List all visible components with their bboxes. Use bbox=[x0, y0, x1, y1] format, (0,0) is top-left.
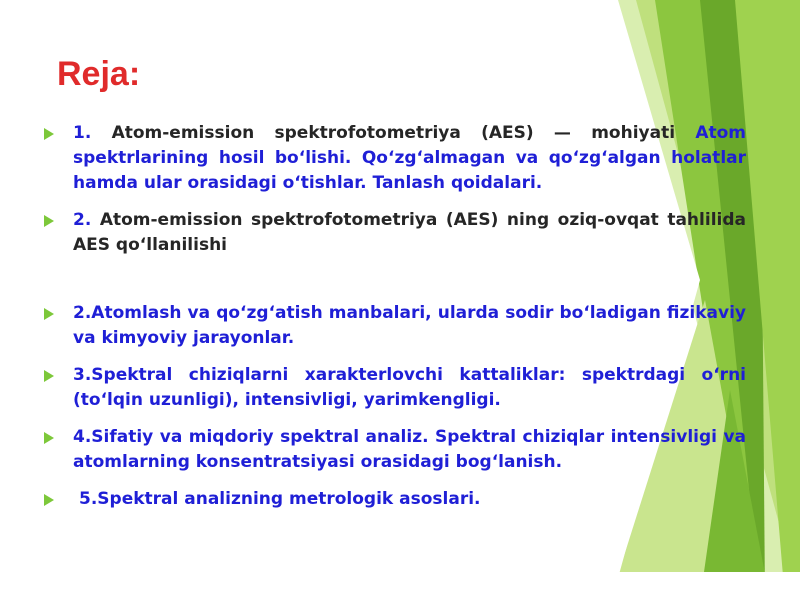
plan-list bbox=[44, 121, 746, 524]
plan-item-6 bbox=[44, 487, 746, 512]
bullet-arrow-icon bbox=[44, 128, 54, 140]
white-corner-tab bbox=[612, 572, 800, 600]
bullet-arrow-icon bbox=[44, 432, 54, 444]
plan-item-5 bbox=[44, 425, 746, 475]
plan-item-2-text: Atom-emission spektrofotometriya (AES) ning oziq-ovqat tahlilida AES qo‘llanilishi bbox=[73, 210, 746, 255]
plan-item-3-text: 2.Atomlash va qo‘zg‘atish manbalari, ularda sodir bo‘ladigan fizikaviy va kimyoviy jarayonlar. bbox=[73, 303, 746, 348]
plan-item-1-text-a: Atom-emission spektrofotometriya (AES) — mohiyati bbox=[111, 123, 696, 143]
plan-item-5-text: 4.Sifatiy va miqdoriy spektral analiz. Spektral chiziqlar intensivligi va atomlarning konsentratsiyasi orasidagi bog‘lanish. bbox=[73, 427, 746, 472]
plan-item-2-number: 2. bbox=[73, 210, 92, 230]
bullet-arrow-icon bbox=[44, 308, 54, 320]
bullet-arrow-icon bbox=[44, 370, 54, 382]
plan-item-4 bbox=[44, 363, 746, 413]
slide-title: Reja: bbox=[57, 55, 141, 93]
plan-item-4-text: 3.Spektral chiziqlarni xarakterlovchi kattaliklar: spektrdagi o‘rni (to‘lqin uzunligi), intensivligi, yarimkengligi. bbox=[73, 365, 746, 410]
bullet-arrow-icon bbox=[44, 494, 54, 506]
plan-item-6-text: 5.Spektral analizning metrologik asoslari. bbox=[79, 489, 481, 509]
plan-item-1-text-b: Atom spektrlarining hosil bo‘lishi. Qo‘zg‘almagan va qo‘zg‘algan holatlar hamda ular orasidagi o‘tishlar. Tanlash qoidalari. bbox=[73, 123, 747, 193]
plan-item-1-number: 1. bbox=[73, 123, 92, 143]
bullet-arrow-icon bbox=[44, 215, 54, 227]
plan-item-1 bbox=[44, 121, 746, 196]
plan-item-3 bbox=[44, 301, 746, 351]
plan-item-2 bbox=[44, 208, 746, 258]
